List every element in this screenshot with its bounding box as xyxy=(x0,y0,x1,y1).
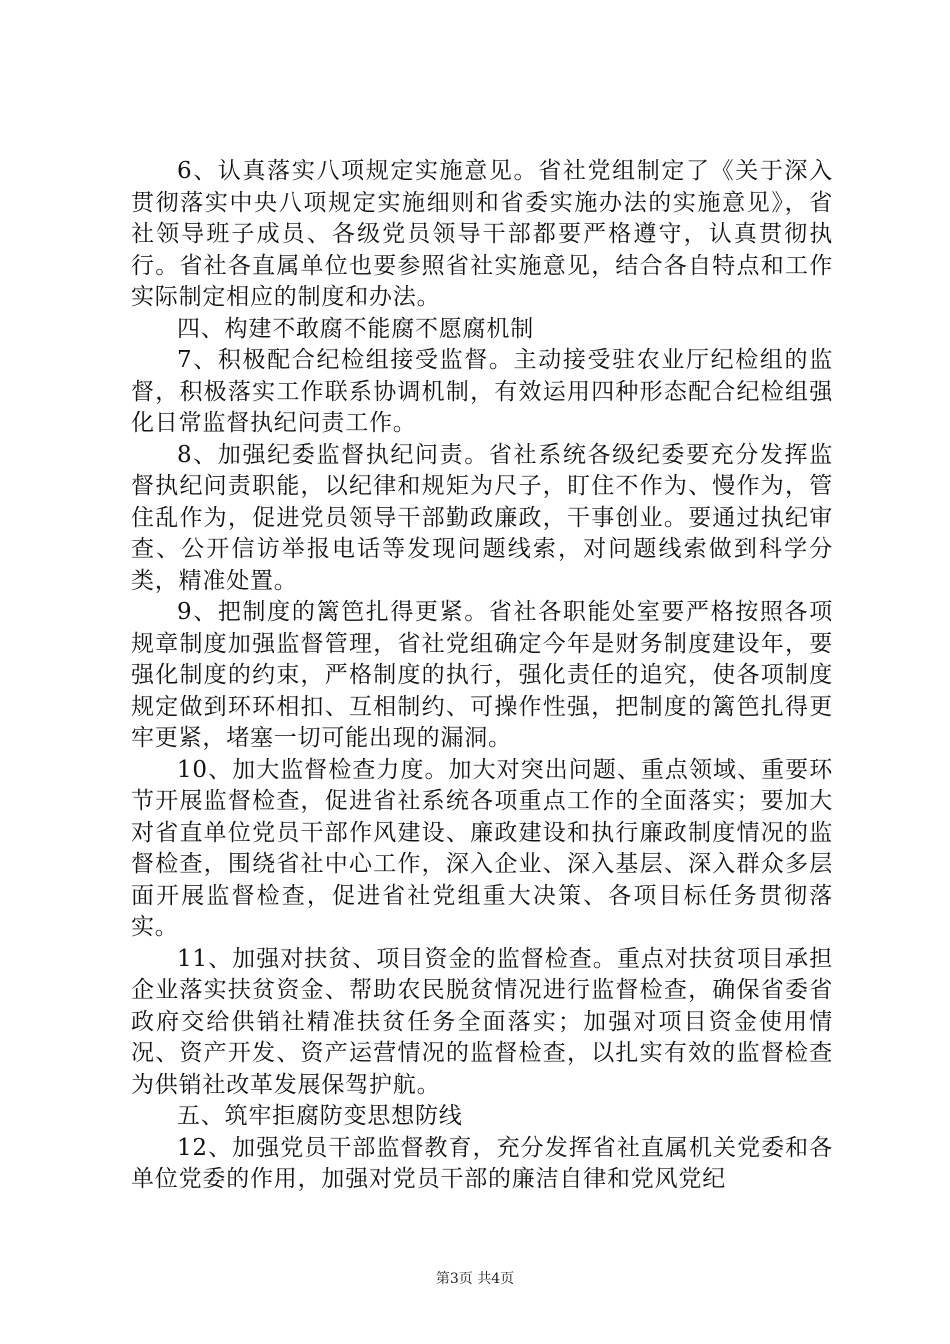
section-heading-4: 四、构建不敢腐不能腐不愿腐机制 xyxy=(177,315,534,342)
paragraph-item-7: 7、积极配合纪检组接受监督。主动接受驻农业厅纪检组的监督，积极落实工作联系协调机制，有效运用四种形态配合纪检组强化日常监督执纪问责工作。 xyxy=(131,347,833,436)
paragraph-item-8: 8、加强纪委监督执纪问责。省社系统各级纪委要充分发挥监督执纪问责职能，以纪律和规矩为尺子，盯住不作为、慢作为，管住乱作为，促进党员领导干部勤政廉政，干事创业。要通过执纪审查、公开信访举报电话等发现问题线索，对问题线索做到科学分类，精准处置。 xyxy=(131,441,833,594)
section-heading-5: 五、筑牢拒腐防变思想防线 xyxy=(177,1103,463,1129)
page-number-footer: 第3页 共4页 xyxy=(435,1271,515,1287)
paragraph-item-12: 12、加强党员干部监督教育，充分发挥省社直属机关党委和各单位党委的作用，加强对党员干部的廉洁自律和党风党纪 xyxy=(131,1134,833,1192)
paragraph-item-9: 9、把制度的篱笆扎得更紧。省社各职能处室要严格按照各项规章制度加强监督管理，省社党组确定今年是财务制度建设年，要强化制度的约束，严格制度的执行，强化责任的追究，使各项制度规定做到环环相扣、互相制约、可操作性强，把制度的篱笆扎得更牢更紧，堵塞一切可能出现的漏洞。 xyxy=(131,599,833,751)
paragraph-item-10: 10、加大监督检查力度。加大对突出问题、重点领域、重要环节开展监督检查，促进省社系统各项重点工作的全面落实；要加大对省直单位党员干部作风建设、廉政建设和执行廉政制度情况的监督检查，围绕省社中心工作，深入企业、深入基层、深入群众多层面开展监督检查，促进省社党组重大决策、各项目标任务贯彻落实。 xyxy=(131,756,833,940)
document-body xyxy=(131,156,833,1196)
paragraph-item-11: 11、加强对扶贫、项目资金的监督检查。重点对扶贫项目承担企业落实扶贫资金、帮助农民脱贫情况进行监督检查，确保省委省政府交给供销社精准扶贫任务全面落实；加强对项目资金使用情况、资产开发、资产运营情况的监督检查，以扎实有效的监督检查为供销社改革发展保驾护航。 xyxy=(131,945,833,1098)
paragraph-item-6: 6、认真落实八项规定实施意见。省社党组制定了《关于深入贯彻落实中央八项规定实施细则和省委实施办法的实施意见》，省社领导班子成员、各级党员领导干部都要严格遵守，认真贯彻执行。省社各直属单位也要参照省社实施意见，结合各自特点和工作实际制定相应的制度和办法。 xyxy=(131,158,833,310)
